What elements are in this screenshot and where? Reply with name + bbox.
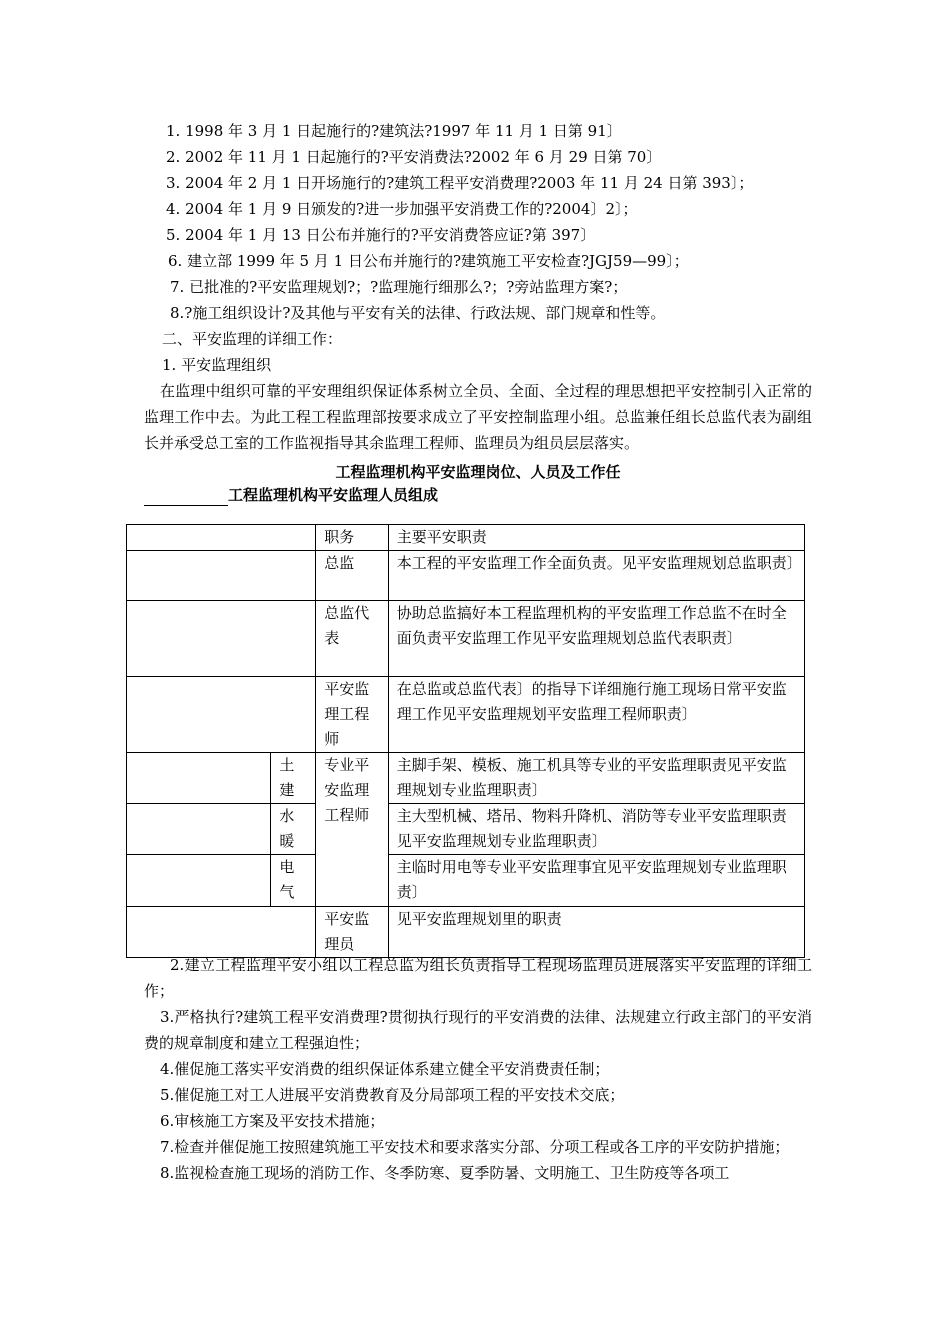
table-header-row (127, 525, 805, 551)
list-item: 5.催促施工对工人进展平安消费教育及分局部项工程的平安技术交底； (160, 1086, 625, 1104)
duty-cell: 主大型机械、塔吊、物料升降机、消防等专业平安监理职责见平安监理规划专业监理职责〕 (388, 804, 804, 855)
table-cell (127, 525, 316, 551)
list-item: 8.监视检查施工现场的消防工作、冬季防寒、夏季防暑、文明施工、卫生防疫等各项工 (160, 1164, 730, 1182)
duty-cell: 在总监或总监代表〕的指导下详细施行施工现场日常平安监理工作见平安监理规划平安监理工程师职责〕 (388, 677, 804, 753)
duty-cell: 见平安监理规划里的职责 (388, 907, 804, 958)
table-row (127, 753, 805, 804)
list-item: 3.严格执行?建筑工程平安消费理?贯彻执行现行的平安消费的法律、法规建立行政主部门的平安消费的规章制度和建立工程强迫性； (144, 1008, 812, 1052)
list-item: 2. 2002 年 11 月 1 日起施行的?平安消费法?2002 年 6 月 29 日第 70〕 (166, 148, 662, 166)
duty-cell: 本工程的平安监理工作全面负责。见平安监理规划总监职责〕 (388, 551, 804, 601)
duty-cell: 主临时用电等专业平安监理事宜见平安监理规划专业监理职责〕 (388, 855, 804, 907)
duty-cell: 主脚手架、模板、施工机具等专业的平安监理职责见平安监理规划专业监理职责〕 (388, 753, 804, 804)
intro-paragraph: 在监理中组织可靠的平安理组织保证体系树立全员、全面、全过程的理思想把平安控制引入正常的监理工作中去。为此工程工程监理部按要求成立了平安控制监理小组。总监兼任组长总监代表为副组长并承受总工室的工作监视指导其余监理工程师、监理员为组员层层落实。 (144, 382, 812, 452)
list-item: 1. 1998 年 3 月 1 日起施行的?建筑法?1997 年 11 月 1 日第 91〕 (166, 122, 622, 140)
list-item: 6.审核施工方案及平安技术措施； (160, 1112, 385, 1130)
table-cell (127, 551, 316, 601)
list-item: 4.催促施工落实平安消费的组织保证体系建立健全平安消费责任制； (160, 1060, 610, 1078)
list-item: 4. 2004 年 1 月 9 日颁发的?进一步加强平安消费工作的?2004〕2〕； (166, 200, 638, 218)
specialty-cell: 电气 (271, 855, 316, 907)
position-cell: 总监 (316, 551, 388, 601)
specialty-cell: 土建 (271, 753, 316, 804)
list-item: 8.?施工组织设计?及其他与平安有关的法律、行政法规、部门规章和性等。 (170, 304, 666, 322)
table-cell (127, 753, 271, 804)
roles-table (126, 524, 805, 958)
table-row (127, 907, 805, 958)
table-row (127, 551, 805, 601)
position-cell: 平安监理员 (316, 907, 388, 958)
table-cell (127, 601, 316, 677)
list-item: 2.建立工程监理平安小组以工程总监为组长负责指导工程现场监理员进展落实平安监理的详细工作； (144, 956, 812, 1000)
position-cell: 平安监理工程师 (316, 677, 388, 753)
list-item: 5. 2004 年 1 月 13 日公布并施行的?平安消费答应证?第 397〕 (166, 226, 596, 244)
specialty-cell: 水暖 (271, 804, 316, 855)
table-row (127, 804, 805, 855)
table-title: 工程监理机构平安监理岗位、人员及工作任 (335, 463, 621, 481)
underline-blank (144, 489, 228, 506)
position-cell: 总监代表 (316, 601, 388, 677)
table-cell (127, 677, 316, 753)
list-item: 7. 已批准的?平安监理规划?；?监理施行细那么?；?旁站监理方案?； (170, 278, 628, 296)
table-subtitle: 工程监理机构平安监理人员组成 (228, 486, 439, 504)
table-row (127, 677, 805, 753)
subheading: 1. 平安监理组织 (162, 356, 272, 374)
section-heading: 二、平安监理的详细工作： (162, 330, 343, 348)
document-body (144, 118, 812, 506)
table-cell (127, 804, 271, 855)
table-row (127, 855, 805, 907)
table-subtitle-row (144, 484, 812, 506)
duty-cell: 协助总监搞好本工程监理机构的平安监理工作总监不在时全面负责平安监理工作见平安监理规划总监代表职责〕 (388, 601, 804, 677)
list-item: 3. 2004 年 2 月 1 日开场施行的?建筑工程平安消费理?2003 年 11 月 24 日第 393〕； (166, 174, 754, 192)
list-item: 6. 建立部 1999 年 5 月 1 日公布并施行的?建筑施工平安检查?JGJ59—99〕； (168, 252, 689, 270)
header-position: 职务 (316, 525, 388, 551)
table-cell (127, 907, 316, 958)
table-cell (127, 855, 271, 907)
duties-list (144, 952, 812, 1186)
position-cell: 专业平安监理工程师 (316, 753, 388, 907)
table-row (127, 601, 805, 677)
header-duty: 主要平安职责 (388, 525, 804, 551)
list-item: 7.检查并催促施工按照建筑施工平安技术和要求落实分部、分项工程或各工序的平安防护措施； (160, 1138, 790, 1156)
